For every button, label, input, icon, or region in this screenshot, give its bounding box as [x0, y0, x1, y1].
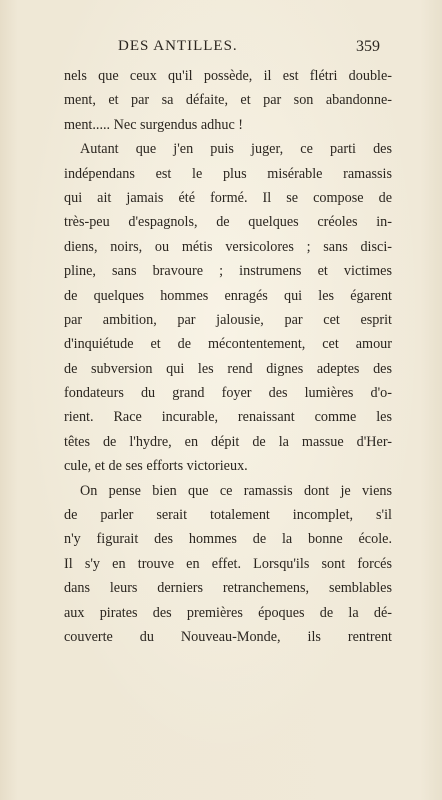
running-head: DES ANTILLES.	[118, 38, 238, 54]
text-line: par ambition, par jalousie, par cet esprit	[64, 311, 392, 328]
body-text	[64, 64, 392, 649]
text-line: On pense bien que ce ramassis dont je viens	[80, 482, 392, 499]
page-header	[0, 38, 442, 60]
text-line: Il s'y en trouve en effet. Lorsqu'ils sont forcés	[64, 555, 392, 572]
text-line: n'y figurait des hommes de la bonne école.	[64, 531, 392, 548]
text-line: nels que ceux qu'il possède, il est flétri double-	[64, 68, 392, 84]
text-line: Autant que j'en puis juger, ce parti des	[80, 141, 392, 158]
text-line: de subversion qui les rend dignes adeptes des	[64, 360, 392, 377]
text-line: diens, noirs, ou métis versicolores ; sans disci-	[64, 238, 392, 255]
text-line: couverte du Nouveau-Monde, ils rentrent	[64, 628, 392, 645]
text-line: indépendans est le plus misérable ramassis	[64, 165, 392, 182]
text-line: très-peu d'espagnols, de quelques créoles in-	[64, 214, 392, 231]
text-line: dans leurs derniers retranchemens, semblables	[64, 580, 392, 597]
text-line: rient. Race incurable, renaissant comme les	[64, 409, 392, 426]
text-line: ment..... Nec surgendus adhuc !	[64, 116, 244, 133]
text-line: ment, et par sa défaite, et par son abandonne-	[64, 92, 392, 109]
text-line: aux pirates des premières époques de la dé-	[64, 604, 392, 621]
text-line: de parler serait totalement incomplet, s'il	[64, 507, 392, 524]
text-line: qui ait jamais été formé. Il se compose de	[64, 189, 392, 206]
text-line: fondateurs du grand foyer des lumières d'o-	[64, 385, 392, 402]
text-line: pline, sans bravoure ; instrumens et victimes	[64, 263, 392, 280]
text-line: de quelques hommes enragés qui les égarent	[64, 287, 392, 304]
text-line: cule, et de ses efforts victorieux.	[64, 458, 248, 475]
text-line: têtes de l'hydre, en dépit de la massue d'Her-	[64, 433, 392, 450]
text-line: d'inquiétude et de mécontentement, cet amour	[64, 336, 392, 353]
page-number: 359	[356, 38, 380, 55]
